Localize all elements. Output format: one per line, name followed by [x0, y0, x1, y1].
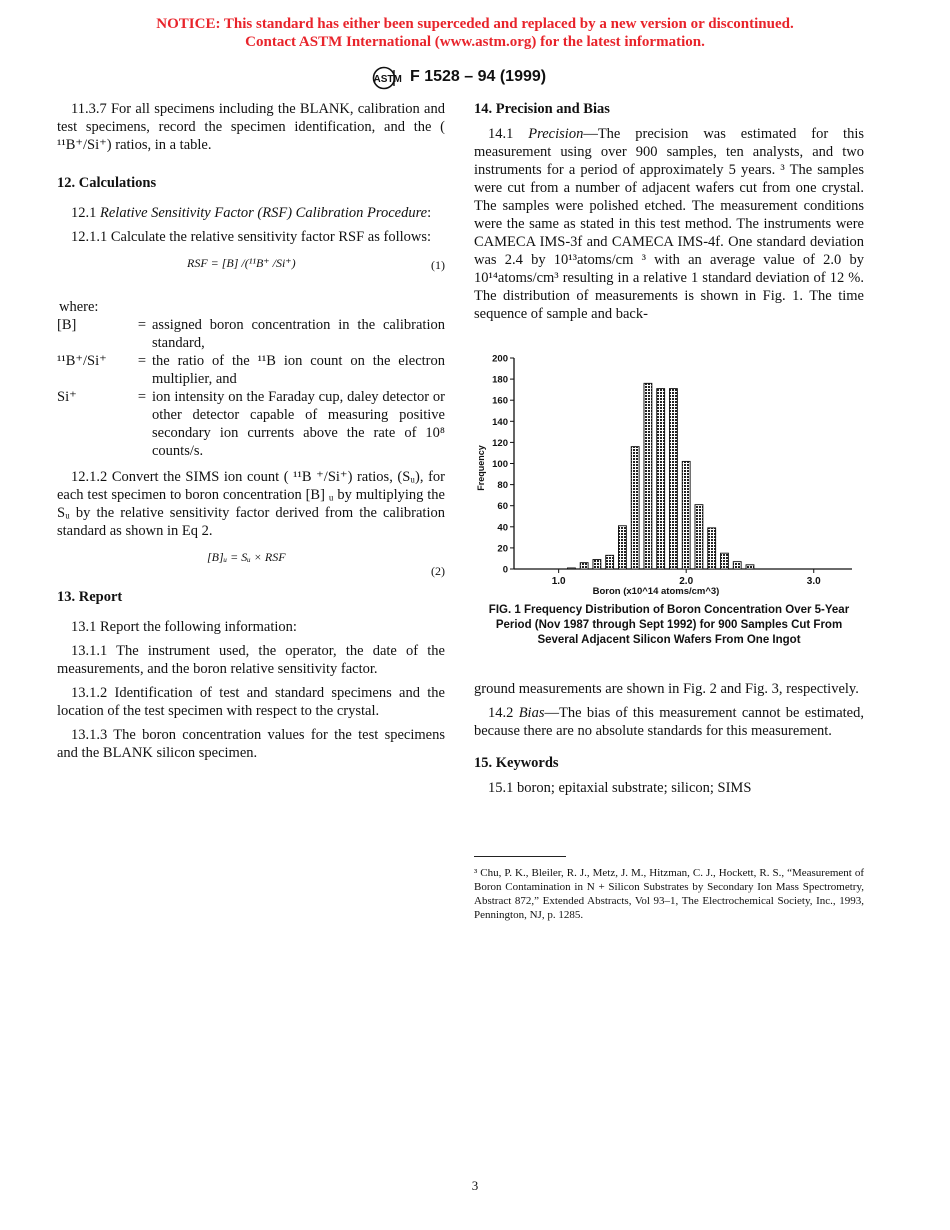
histogram-bar: [708, 528, 716, 569]
histogram-bar: [657, 389, 665, 569]
y-tick-label: 140: [492, 416, 508, 428]
paragraph-number: 14.2: [488, 705, 519, 721]
definition-symbol: [B]: [57, 317, 77, 333]
paragraph-12-1: [57, 204, 445, 222]
y-tick-label: 200: [492, 353, 508, 365]
paragraph-number: 12.1: [71, 205, 100, 221]
paragraph-12-1-1: 12.1.1 Calculate the relative sensitivity factor RSF as follows:: [71, 229, 432, 245]
x-tick-label: 2.0: [679, 576, 694, 587]
histogram-bar: [580, 563, 588, 569]
histogram-bar: [567, 568, 575, 569]
y-tick-label: 120: [492, 437, 508, 449]
paragraph-13-1: 13.1 Report the following information:: [71, 619, 297, 635]
histogram-bar: [606, 555, 614, 569]
histogram-bar: [593, 560, 601, 569]
paragraph-body: —The precision was estimated for this measurement using over 900 samples, ten analysts, and two instruments for a period of approximately 5 years. ³ The samples were cut from a number of adjacent wafers cut from one crystal. The samples were polished etched. The measurement conditions were the same as stated in this test method. The instruments were CAMECA IMS-3f and CAMECA IMS-4f. One standard deviation was 2.4 by 10¹³atoms/cm ³ with an average value of 2.0 by 10¹⁴atoms/cm³ resulting in a relative 1 standard deviation of 12 %. The distribution of measurements is shown in Fig. 1. The time sequence of sample and back-: [474, 126, 864, 322]
definition-equals: =: [137, 317, 147, 333]
y-tick-label: 40: [497, 522, 508, 534]
paragraph-number: 14.1: [488, 126, 529, 142]
x-axis-label: Boron (x10^14 atoms/cm^3): [592, 586, 720, 597]
notice-line-2: Contact ASTM International (www.astm.org) for the latest information.: [245, 34, 705, 50]
y-tick-label: 0: [502, 564, 508, 576]
right-column: [474, 100, 864, 329]
figure-caption: FIG. 1 Frequency Distribution of Boron Concentration Over 5-Year Period (Nov 1987 through Sept 1992) for 900 Samples Cut From Several Adjacent Silicon Wafers From One Ingot: [488, 604, 850, 646]
definition-row: [57, 316, 445, 352]
histogram-bar: [618, 526, 626, 569]
y-tick-label: 80: [497, 480, 508, 492]
paragraph-15-1: 15.1 boron; epitaxial substrate; silicon; SIMS: [488, 780, 752, 796]
definition-equals: =: [137, 353, 147, 369]
svg-text:ASTM: ASTM: [373, 74, 402, 85]
definition-row: [57, 388, 445, 460]
equation-2-expression: [B]ᵤ = Sᵤ × RSF: [207, 550, 286, 564]
heading-calculations: 12. Calculations: [57, 175, 157, 191]
equation-1-expression: RSF = [B] /(¹¹B⁺ /Si⁺): [187, 256, 296, 270]
footnote: ³ Chu, P. K., Bleiler, R. J., Metz, J. M., Hitzman, C. J., Hockett, R. S., “Measurement of Boron Contamination in N + Silicon Substrates by Secondary Ion Mass Spectrometry, Abstract 872,” Extended Abstracts, Vol 93–1, The Electrochemical Society, Inc., 1993, Pennington, NJ, p. 1285.: [474, 867, 864, 921]
histogram-bar: [631, 447, 639, 569]
page-header: [0, 66, 950, 90]
histogram-bar: [695, 505, 703, 569]
heading-precision-bias: 14. Precision and Bias: [474, 101, 610, 117]
equation-2-number: (2): [431, 564, 445, 578]
paragraph-14-2: [474, 704, 864, 740]
where-label: where:: [59, 299, 99, 315]
paragraph-13-1-3: 13.1.3 The boron concentration values for the test specimens and the BLANK silicon specimen.: [57, 727, 445, 761]
definition-text: ion intensity on the Faraday cup, daley detector or other detector capable of measuring positive secondary ion currents above the rate of 10⁸ counts/s.: [152, 389, 445, 459]
equation-1: [57, 252, 445, 280]
notice-line-1: NOTICE: This standard has either been superceded and replaced by a new version or discontinued.: [156, 16, 794, 32]
histogram-bar: [669, 389, 677, 569]
x-tick-label: 3.0: [806, 576, 821, 587]
paragraph-continued: ground measurements are shown in Fig. 2 and Fig. 3, respectively.: [474, 681, 859, 697]
y-tick-label: 60: [497, 501, 508, 513]
definition-text: assigned boron concentration in the calibration standard,: [152, 317, 445, 351]
right-column-lower: [474, 680, 864, 803]
paragraph-body: —The bias of this measurement cannot be estimated, because there are no absolute standards for this measurement.: [474, 705, 864, 739]
definition-equals: =: [137, 389, 147, 405]
definition-text: the ratio of the ¹¹B ion count on the electron multiplier, and: [152, 353, 445, 387]
designation: F 1528 – 94 (1999): [410, 68, 547, 85]
equation-2: [57, 546, 445, 576]
footnote-rule: [474, 856, 566, 857]
paragraph-title: Bias: [518, 705, 545, 721]
definition-symbol: Si⁺: [57, 389, 77, 405]
definition-symbol: ¹¹B⁺/Si⁺: [57, 353, 107, 369]
paragraph-title: Precision: [528, 126, 584, 142]
y-tick-label: 180: [492, 374, 508, 386]
histogram-bar: [746, 565, 754, 569]
x-tick-label: 1.0: [551, 576, 566, 587]
y-axis-label: Frequency: [476, 445, 486, 491]
paragraph-title: Relative Sensitivity Factor (RSF) Calibration Procedure: [100, 205, 428, 221]
paragraph-11-3-7: 11.3.7 For all specimens including the BLANK, calibration and test specimens, record the specimen identification, and the ( ¹¹B⁺/Si⁺) ratios, in a table.: [57, 101, 445, 153]
paragraph-12-1-2: 12.1.2 Convert the SIMS ion count ( ¹¹B ⁺/Si⁺) ratios, (Sᵤ), for each test specimen to boron concentration [B] ᵤ by multiplying the Sᵤ by the relative sensitivity factor derived from the calibration standard as shown in Eq 2.: [57, 469, 445, 539]
paragraph-tail: :: [427, 205, 432, 221]
definition-row: [57, 352, 445, 388]
histogram-bar: [733, 562, 741, 569]
paragraph-14-1: [474, 125, 864, 323]
heading-keywords: 15. Keywords: [474, 755, 559, 771]
definitions-table: [57, 316, 445, 460]
histogram-bar: [644, 383, 652, 569]
equation-1-number: (1): [431, 258, 445, 272]
paragraph-13-1-1: 13.1.1 The instrument used, the operator, the date of the measurements, and the boron relative sensitivity factor.: [57, 643, 445, 677]
y-tick-label: 100: [492, 459, 508, 470]
histogram-bar: [720, 553, 728, 569]
boron-frequency-histogram: [474, 350, 864, 602]
astm-logo-icon: [370, 66, 404, 90]
histogram-bar: [682, 461, 690, 569]
left-column: [57, 100, 445, 768]
heading-report: 13. Report: [57, 589, 123, 605]
y-tick-label: 160: [492, 395, 508, 407]
y-tick-label: 20: [497, 543, 508, 555]
page-number: 3: [471, 1178, 479, 1193]
paragraph-13-1-2: 13.1.2 Identification of test and standard specimens and the location of the test specimen with respect to the crystal.: [57, 685, 445, 719]
